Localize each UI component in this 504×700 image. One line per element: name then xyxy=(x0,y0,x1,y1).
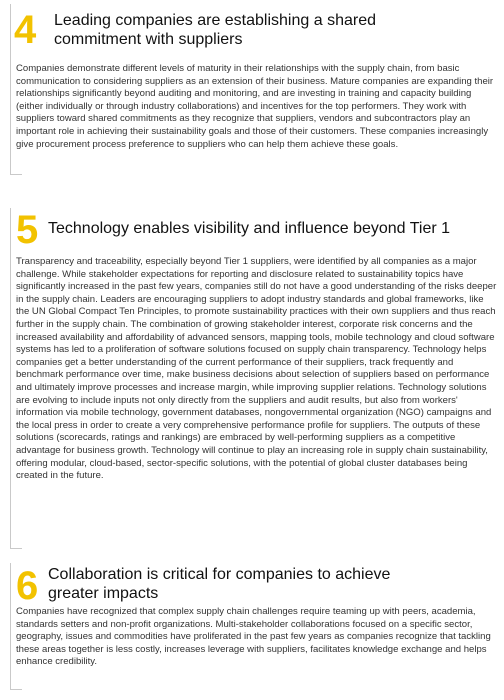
section-rule xyxy=(10,563,11,689)
section-heading: Leading companies are establishing a shared commitment with suppliers xyxy=(54,12,376,48)
section-number: 6 xyxy=(16,564,39,608)
section-number: 4 xyxy=(14,8,37,52)
section-heading: Collaboration is critical for companies to achieve greater impacts xyxy=(48,566,391,602)
section-rule-foot xyxy=(10,689,22,690)
section-body: Transparency and traceability, especially beyond Tier 1 suppliers, were identified by all companies as a major challenge. While stakeholder expectations for reporting and disclosure related to sustainability topics have significantly increased in the past few years, companies still do not have a good understanding of the risks deeper in the supply chain. Leaders are encouraging suppliers to adopt industry standards and global frameworks, like the UN Global Compact Ten Principles, to promote sustainability practices with their own suppliers and thus reach further in the supply chain. The combination of growing stakeholder interest, corporate risk concerns and the increased availability and affordability of advanced sensors, mapping tools, mobile technology and cloud software systems has led to a proliferation of software solutions focused on supply chain transparency. Technology helps companies get a better understanding of the current performance of their suppliers, track frequently and benchmark performance over time, make business decisions about selection of suppliers based on performance and ultimately improve processes and increase margin, while improving supplier relations. Technology solutions are evolving to include inputs not only directly from the suppliers and audit results, but also from workers' information via mobile technology, government databases, nongovernmental organization (NGO) campaigns and the local press in order to create a very comprehensive performance profile for suppliers. The outputs of these solutions (scorecards, ratings and rankings) are embraced by well-performing suppliers as a competitive advantage for business growth. Technology will continue to play an increasing role in supply chain sustainability, offering modular, cloud-based, sector-specific solutions, with the potential of global cluster databases being created in the future. xyxy=(16,256,497,482)
section-body: Companies demonstrate different levels of maturity in their relationships with the supply chain, from basic communication to considering suppliers as an extension of their business. Mature companies are expanding their relationships significantly beyond auditing and monitoring, and are investing in training and capacity building (either individually or through industry collaborations) and incentives for the top performers. They work with suppliers toward shared commitments as they recognize that suppliers, vendors and subcontractors play an important role in achieving their sustainability goals and those of their customers. These companies increasingly give procurement process preference to suppliers who can help them achieve these goals. xyxy=(16,63,494,150)
section-body: Companies have recognized that complex supply chain challenges require teaming up with peers, academia, standards setters and non-profit organizations. Multi-stakeholder collaborations focused on a specific sector, geography, issues and commodities have proliferated in the past few years as companies recognize that tackling these areas together is less costly, increases leverage with suppliers, facilitates knowledge exchange and helps enhance credibility. xyxy=(16,606,491,668)
section-heading: Technology enables visibility and influence beyond Tier 1 xyxy=(48,220,451,237)
section-number: 5 xyxy=(16,208,39,252)
